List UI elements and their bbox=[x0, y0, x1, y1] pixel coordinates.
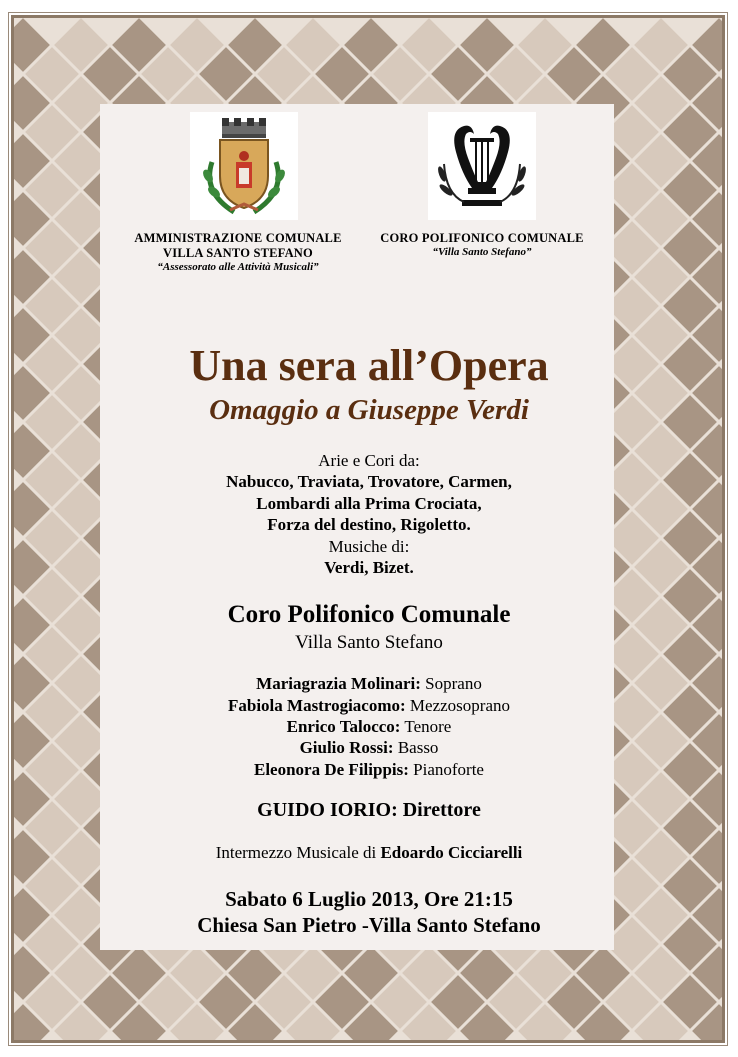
performer-role: Tenore bbox=[400, 717, 452, 736]
performer-name: Eleonora De Filippis: bbox=[254, 760, 409, 779]
event-date: Sabato 6 Luglio 2013, Ore 21:15 bbox=[225, 887, 513, 911]
performer-name: Fabiola Mastrogiacomo: bbox=[227, 696, 406, 715]
left-org-line3: “Assessorato alle Attività Musicali” bbox=[157, 261, 319, 273]
event-venue: Chiesa San Pietro -Villa Santo Stefano bbox=[197, 913, 541, 937]
program-works-line: Lombardi alla Prima Crociata, bbox=[256, 494, 482, 513]
performer-role: Soprano bbox=[420, 674, 482, 693]
program-works-line: Forza del destino, Rigoletto. bbox=[267, 515, 471, 534]
page-subtitle: Omaggio a Giuseppe Verdi bbox=[209, 394, 529, 426]
lyre-icon bbox=[428, 112, 536, 220]
performer-role: Basso bbox=[393, 738, 439, 757]
page-title: Una sera all’Opera bbox=[189, 341, 549, 390]
program-works-line: Nabucco, Traviata, Trovatore, Carmen, bbox=[226, 472, 512, 491]
performer-row bbox=[0, 738, 738, 758]
performer-row bbox=[0, 674, 738, 694]
left-org-line2: VILLA SANTO STEFANO bbox=[163, 246, 313, 260]
intermezzo bbox=[0, 843, 738, 863]
performer-name: Giulio Rossi: bbox=[299, 738, 394, 757]
choir-name: Coro Polifonico Comunale bbox=[227, 601, 511, 628]
right-org-header bbox=[364, 231, 600, 258]
right-org-line2: “Villa Santo Stefano” bbox=[432, 246, 532, 258]
performer-name: Mariagrazia Molinari: bbox=[256, 674, 421, 693]
performer-role: Mezzosoprano bbox=[405, 696, 510, 715]
left-org-line1: AMMINISTRAZIONE COMUNALE bbox=[134, 231, 342, 245]
left-org-header bbox=[118, 231, 358, 273]
performer-row bbox=[0, 760, 738, 780]
intermezzo-label: Intermezzo Musicale di bbox=[215, 843, 381, 862]
right-org-line1: CORO POLIFONICO COMUNALE bbox=[380, 231, 584, 245]
choir-place: Villa Santo Stefano bbox=[295, 632, 443, 653]
intermezzo-name: Edoardo Cicciarelli bbox=[380, 843, 523, 862]
municipal-coat-of-arms-icon bbox=[190, 112, 298, 220]
performer-row bbox=[0, 696, 738, 716]
program-intro: Arie e Cori da: bbox=[318, 451, 420, 470]
performer-row bbox=[0, 717, 738, 737]
performer-role: Pianoforte bbox=[408, 760, 484, 779]
music-label: Musiche di: bbox=[328, 537, 410, 556]
performer-name: Enrico Talocco: bbox=[286, 717, 401, 736]
composers: Verdi, Bizet. bbox=[324, 558, 414, 577]
director: GUIDO IORIO: Direttore bbox=[257, 799, 481, 821]
